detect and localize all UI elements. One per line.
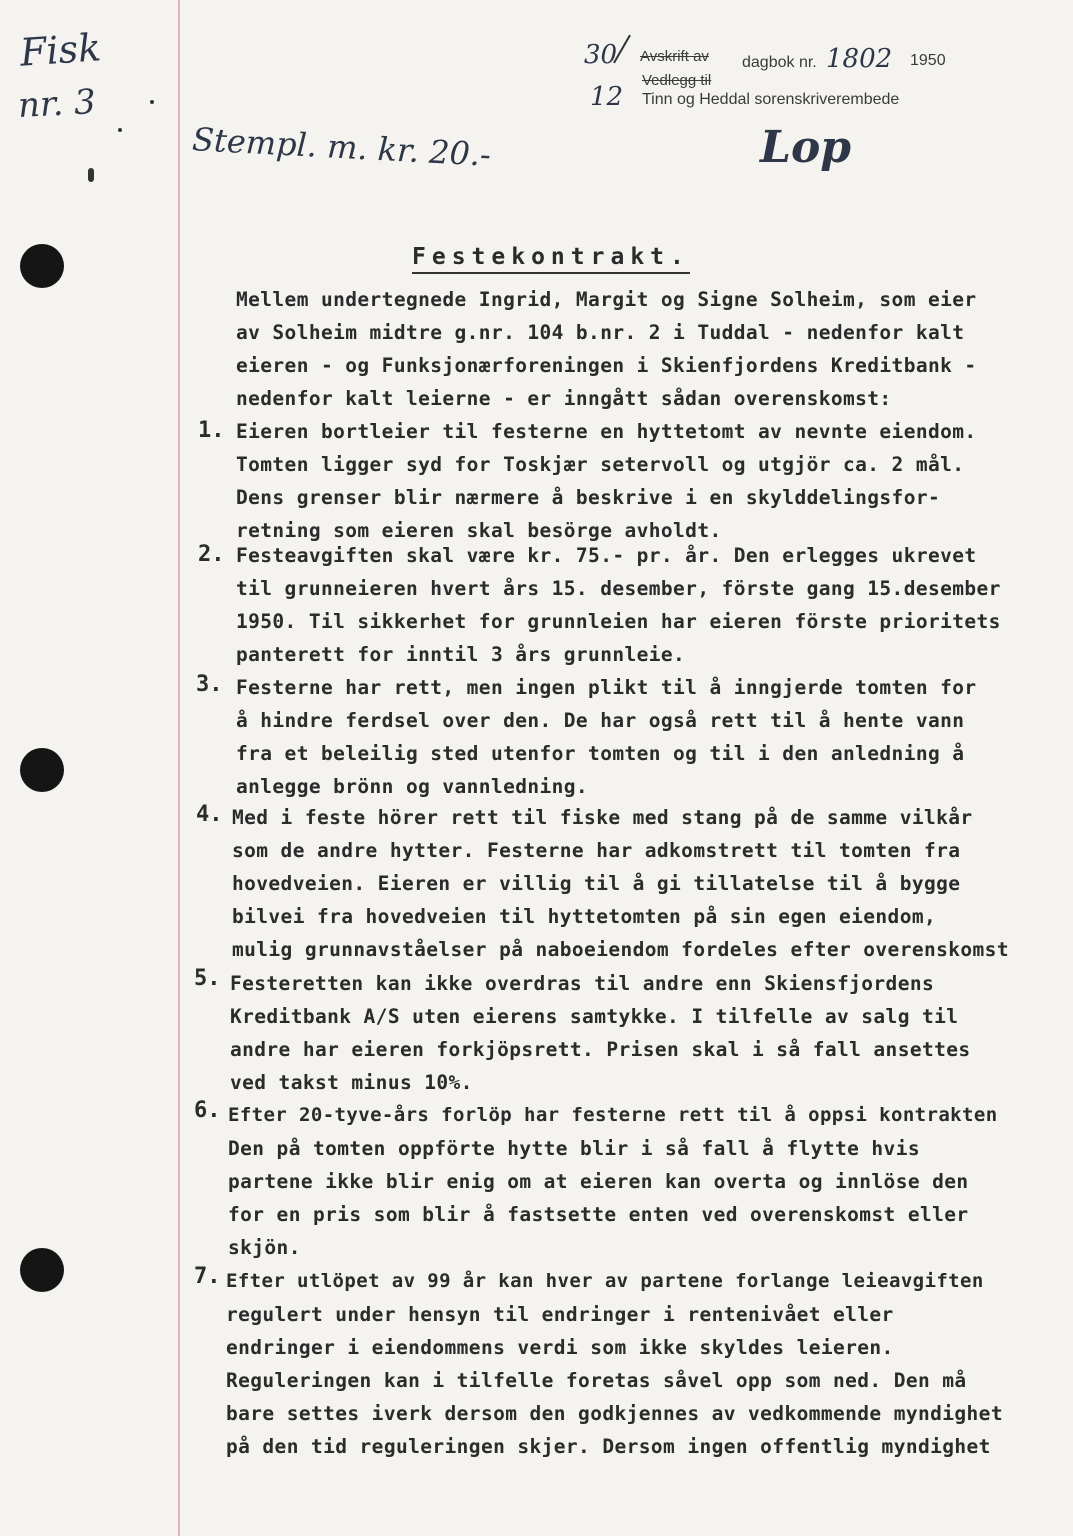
clause-line: Festerne har rett, men ingen plikt til å inngjerde tomten for [236,676,977,699]
punch-hole [20,1248,64,1292]
stamp-year: 1950 [910,52,946,69]
clause-line: på den tid reguleringen skjer. Dersom ingen offentlig myndighet [226,1435,991,1458]
stamp-office: Tinn og Heddal sorenskriverembede [642,91,900,108]
clause-line: som de andre hytter. Festerne har adkomstrett til tomten fra [232,839,961,862]
punch-hole [20,748,64,792]
stamp-date-month: 12 [590,82,624,112]
clause-line: skjön. [228,1236,301,1259]
clause-number: 2. [198,542,225,567]
margin-mark [150,100,154,104]
clause-line: ved takst minus 10%. [230,1071,473,1094]
clause-line: Efter utlöpet av 99 år kan hver av partene forlange leieavgiften [226,1270,984,1292]
margin-note-number: nr. 3 [17,81,97,127]
clause-line: Kreditbank A/S uten eierens samtykke. I tilfelle av salg til [230,1005,959,1028]
clause-line: Festeavgiften skal være kr. 75.- pr. år. Den erlegges ukrevet [236,544,977,567]
stamp-dagbok-label: dagbok nr. [742,54,817,71]
clause-line: anlegge brönn og vannledning. [236,775,589,798]
clause-number: 1. [198,418,225,443]
clause-line: endringer i eiendommens verdi som ikke skyldes leieren. [226,1336,894,1359]
clause-line: panterett for inntil 3 års grunnleie. [236,643,686,666]
clause-line: Tomten ligger syd for Toskjær setervoll og utgjör ca. 2 mål. [236,453,965,476]
clause-number: 4. [196,802,223,827]
document-title: Festekontrakt. [412,244,690,274]
intro-line: eieren - og Funksjonærforeningen i Skienfjordens Kreditbank - [236,354,977,377]
clause-line: for en pris som blir å fastsette enten ved overenskomst eller [228,1203,969,1226]
clause-line: til grunneieren hvert års 15. desember, förste gang 15.desember [236,577,1001,600]
clause-line: 1950. Til sikkerhet for grunnleien har eieren förste prioritets [236,610,1001,633]
intro-line: Mellem undertegnede Ingrid, Margit og Signe Solheim, som eier [236,288,977,311]
clause-line: Dens grenser blir nærmere å beskrive i en skylddelingsfor- [236,486,941,509]
margin-rule [178,0,180,1536]
clause-line: Den på tomten oppförte hytte blir i så fall å flytte hvis [228,1137,920,1160]
clause-number: 3. [196,672,223,697]
clause-number: 5. [194,966,221,991]
clause-number: 7. [194,1264,221,1289]
handwritten-initials: Lop [760,122,852,173]
clause-line: hovedveien. Eieren er villig til å gi tillatelse til å bygge [232,872,961,895]
clause-line: Med i feste hörer rett til fiske med stang på de samme vilkår [232,806,973,829]
clause-number: 6. [194,1098,221,1123]
clause-line: partene ikke blir enig om at eieren kan overta og innlöse den [228,1170,969,1193]
stamp-fee-note: Stempl. m. kr. 20.- [191,120,492,174]
punch-hole [20,244,64,288]
clause-line: andre har eieren forkjöpsrett. Prisen skal i så fall ansettes [230,1038,971,1061]
stamp-avskrift-struck: Avskrift av [640,48,709,65]
clause-line: bare settes iverk dersom den godkjennes av vedkommende myndighet [226,1402,1003,1425]
clause-line: bilvei fra hovedveien til hyttetomten på sin egen eiendom, [232,905,937,928]
clause-line: retning som eieren skal besörge avholdt. [236,519,722,542]
stamp-vedlegg-struck: Vedlegg til [642,72,712,89]
intro-line: av Solheim midtre g.nr. 104 b.nr. 2 i Tuddal - nedenfor kalt [236,321,965,344]
clause-line: Festeretten kan ikke overdras til andre enn Skiensfjordens [230,972,935,995]
clause-line: Efter 20-tyve-års forlöp har festerne rett til å oppsi kontrakten [228,1104,998,1126]
margin-mark [88,168,94,182]
clause-line: regulert under hensyn til endringer i rentenivået eller [226,1303,894,1326]
clause-line: fra et beleilig sted utenfor tomten og til i den anledning å [236,742,965,765]
stamp-date-day: 30 [584,40,618,70]
stamp-dagbok-number: 1802 [826,44,893,74]
margin-mark [118,128,122,132]
clause-line: Reguleringen kan i tilfelle foretas såvel opp som ned. Den må [226,1369,967,1392]
margin-note-fisk: Fisk [18,25,103,75]
clause-line: Eieren bortleier til festerne en hyttetomt av nevnte eiendom. [236,420,977,443]
intro-line: nedenfor kalt leierne - er inngått sådan overenskomst: [236,387,892,410]
clause-line: mulig grunnavståelser på naboeiendom fordeles efter overenskomst [232,938,1009,961]
clause-line: å hindre ferdsel over den. De har også rett til å hente vann [236,709,965,732]
